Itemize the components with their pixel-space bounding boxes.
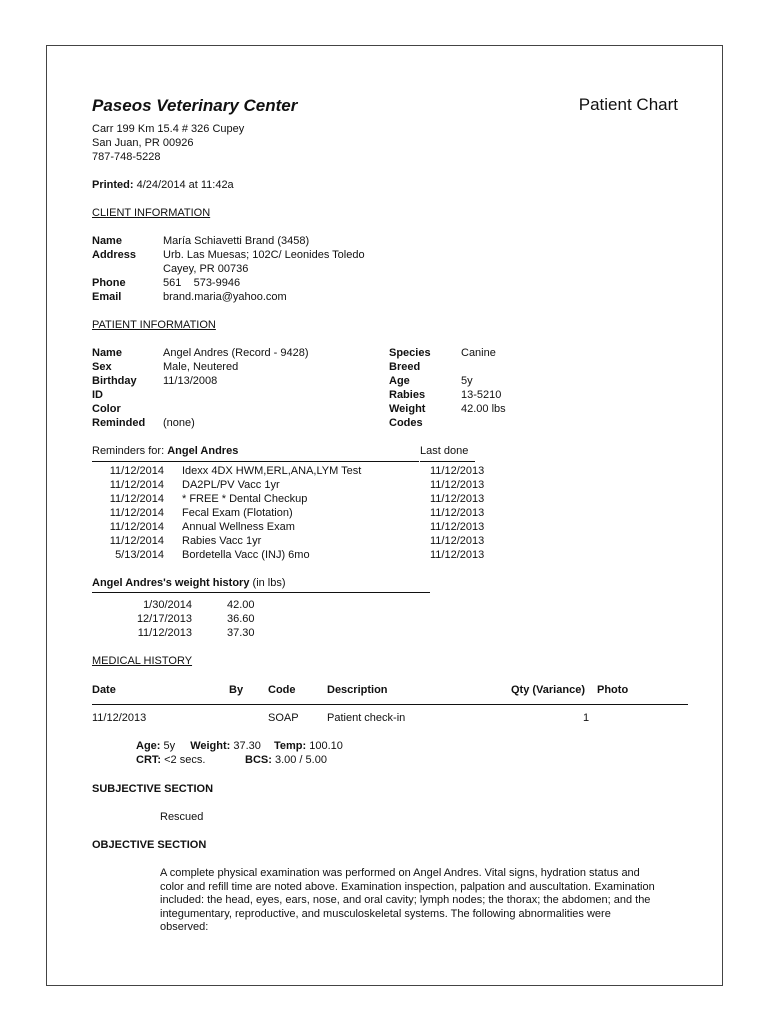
client-address-line1: Urb. Las Muesas; 102C/ Leonides Toledo (163, 249, 365, 261)
reminder-name: Rabies Vacc 1yr (182, 535, 262, 547)
client-phone-label: Phone (92, 277, 126, 289)
patient-field-value: Canine (461, 347, 496, 359)
weight-value: 37.30 (227, 627, 255, 639)
patient-chart-page (46, 45, 723, 986)
entry-description: Patient check-in (327, 712, 406, 724)
temp-label: Temp: (273, 740, 307, 752)
reminder-name: DA2PL/PV Vacc 1yr (182, 479, 280, 491)
age-label: Age: (136, 740, 161, 752)
client-email: brand.maria@yahoo.com (163, 291, 287, 303)
medical-history-rule (92, 704, 688, 705)
reminders-rule (92, 461, 419, 462)
weight-label: Weight: (190, 740, 231, 752)
patient-field-label: Reminded (92, 417, 146, 429)
client-email-label: Email (92, 291, 122, 303)
objective-line: included: the head, eyes, ears, nose, and oral cavity; lymph nodes; the thorax; the abdomen; and the (160, 894, 651, 906)
clinic-name: Paseos Veterinary Center (92, 96, 298, 115)
patient-field-value: 11/13/2008 (163, 375, 218, 387)
patient-field-label: Breed (389, 361, 421, 373)
printed-label: Printed: (92, 179, 134, 191)
reminder-last-done: 11/12/2013 (430, 549, 485, 561)
reminders-patient-name: Angel Andres (167, 445, 239, 457)
weight-value: 37.30 (233, 740, 261, 752)
reminder-name: Annual Wellness Exam (182, 521, 295, 533)
patient-field-label: Sex (92, 361, 112, 373)
weight-history-heading (92, 577, 286, 591)
reminder-due-date: 11/12/2014 (109, 465, 164, 477)
bcs-label: BCS: (245, 754, 272, 766)
vitals-line1 (136, 740, 343, 754)
weight-history-unit: (in lbs) (249, 577, 286, 589)
reminder-due-date: 11/12/2014 (109, 507, 164, 519)
client-address-line2: Cayey, PR 00736 (163, 263, 249, 275)
patient-field-value: 13-5210 (461, 389, 502, 401)
weight-value: 42.00 (227, 599, 255, 611)
document-title: Patient Chart (578, 95, 678, 114)
objective-line: color and refill time are noted above. Examination inspection, palpation and auscultation. Examination (160, 880, 655, 893)
reminder-last-done: 11/12/2013 (430, 493, 485, 505)
patient-field-label: Codes (389, 417, 423, 429)
objective-text (160, 867, 700, 935)
objective-line: A complete physical examination was performed on Angel Andres. Vital signs, hydration status and (160, 867, 640, 879)
weight-date: 11/12/2013 (137, 627, 192, 639)
printed-value: 4/24/2014 at 11:42a (136, 179, 234, 191)
reminder-name: Idexx 4DX HWM,ERL,ANA,LYM Test (182, 465, 362, 477)
last-done-header: Last done (420, 445, 469, 457)
client-info-heading: CLIENT INFORMATION (92, 207, 211, 219)
clinic-address-line1: Carr 199 Km 15.4 # 326 Cupey (92, 123, 245, 135)
last-done-rule (420, 461, 475, 462)
entry-qty: 1 (583, 712, 590, 724)
entry-date: 11/12/2013 (92, 712, 147, 724)
medical-history-heading: MEDICAL HISTORY (92, 655, 193, 667)
col-photo: Photo (597, 684, 629, 696)
patient-field-label: Age (389, 375, 410, 387)
objective-line: integumentary, reproductive, and musculoskeletal systems. The following abnormalities were (160, 907, 611, 920)
col-by: By (229, 684, 244, 696)
bcs-value: 3.00 / 5.00 (274, 754, 327, 766)
weight-value: 36.60 (227, 613, 255, 625)
col-code: Code (268, 684, 296, 696)
reminder-name: Bordetella Vacc (INJ) 6mo (182, 549, 310, 561)
patient-field-label: Species (389, 347, 431, 359)
reminder-last-done: 11/12/2013 (430, 479, 485, 491)
client-name: María Schiavetti Brand (3458) (163, 235, 310, 247)
reminder-due-date: 11/12/2014 (109, 479, 164, 491)
client-name-label: Name (92, 235, 122, 247)
patient-field-label: Birthday (92, 375, 137, 387)
patient-field-label: ID (92, 389, 103, 401)
crt-value: <2 secs. (164, 754, 206, 766)
patient-field-label: Weight (389, 403, 426, 415)
patient-field-value: (none) (163, 417, 195, 429)
printed-line (92, 179, 234, 193)
subjective-text: Rescued (160, 811, 204, 823)
weight-history-title: Angel Andres's weight history (92, 577, 250, 589)
reminder-due-date: 11/12/2014 (109, 521, 164, 533)
temp-value: 100.10 (309, 740, 343, 752)
entry-code: SOAP (268, 712, 299, 724)
objective-heading: OBJECTIVE SECTION (92, 839, 207, 851)
patient-field-value: Male, Neutered (163, 361, 239, 373)
patient-field-label: Name (92, 347, 122, 359)
patient-field-value: Angel Andres (Record - 9428) (163, 347, 309, 359)
reminder-last-done: 11/12/2013 (430, 465, 485, 477)
clinic-address-line2: San Juan, PR 00926 (92, 137, 194, 149)
patient-field-label: Color (92, 403, 121, 415)
reminder-last-done: 11/12/2013 (430, 521, 485, 533)
patient-field-label: Rabies (389, 389, 426, 401)
client-address-label: Address (92, 249, 137, 261)
vitals-line2 (136, 754, 205, 768)
weight-date: 12/17/2013 (136, 613, 192, 625)
reminder-due-date: 11/12/2014 (109, 493, 164, 505)
reminder-last-done: 11/12/2013 (430, 535, 485, 547)
age-value: 5y (163, 740, 176, 752)
bcs-line (245, 754, 327, 768)
col-date: Date (92, 684, 116, 696)
reminder-name: * FREE * Dental Checkup (182, 493, 308, 505)
subjective-heading: SUBJECTIVE SECTION (92, 783, 214, 795)
reminder-name: Fecal Exam (Flotation) (182, 507, 293, 519)
crt-label: CRT: (136, 754, 162, 766)
clinic-phone: 787-748-5228 (92, 151, 161, 163)
patient-field-value: 42.00 lbs (461, 403, 506, 415)
reminder-due-date: 5/13/2014 (115, 549, 164, 561)
col-qty: Qty (Variance) (511, 684, 585, 696)
reminders-heading (92, 445, 238, 459)
col-description: Description (327, 684, 388, 696)
weight-history-rule (92, 592, 430, 593)
reminders-prefix: Reminders for: (92, 445, 168, 457)
client-phone: 561 573-9946 (163, 277, 241, 289)
reminder-last-done: 11/12/2013 (430, 507, 485, 519)
objective-line: observed: (160, 921, 209, 933)
patient-field-value: 5y (461, 375, 473, 387)
patient-info-heading: PATIENT INFORMATION (92, 319, 216, 331)
weight-date: 1/30/2014 (143, 599, 192, 611)
reminder-due-date: 11/12/2014 (109, 535, 164, 547)
